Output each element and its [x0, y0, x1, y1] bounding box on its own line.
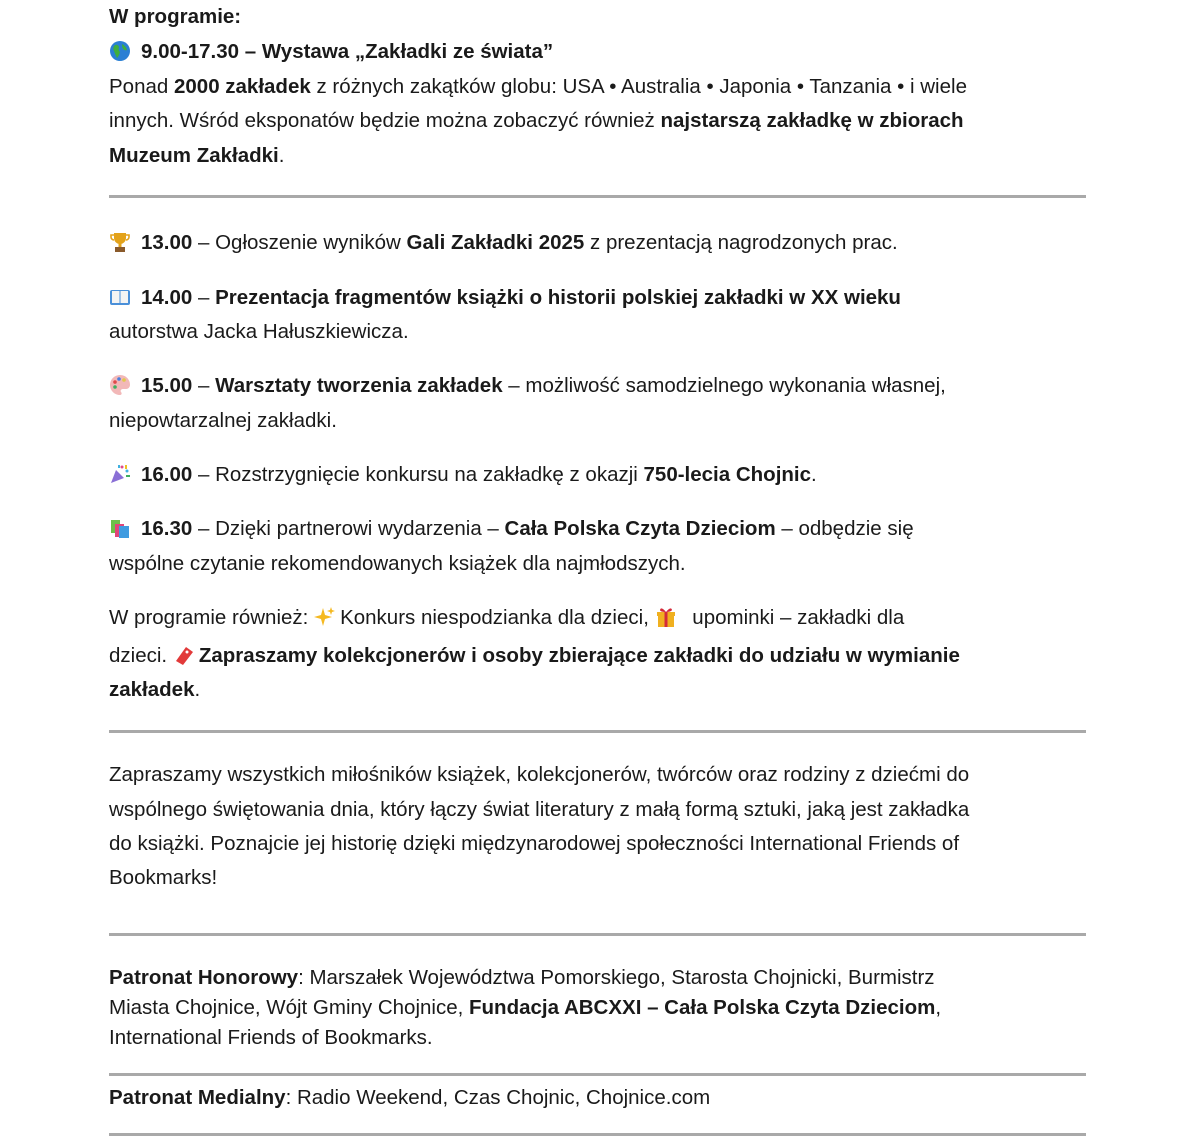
invitation-line: wspólnego świętowania dnia, który łączy świat literatury z małą formą sztuki, jaką jest zakładka — [109, 798, 970, 821]
exhibition-title: 9.00-17.30 – Wystawa „Zakładki ze świata” — [109, 35, 1099, 69]
honorary-patronage-line: Patronat Honorowy: Marszałek Województwa Pomorskiego, Starosta Chojnicki, Burmistrz — [109, 966, 935, 989]
event-item-continuation: wspólne czytanie rekomendowanych książek dla najmłodszych. — [109, 552, 686, 575]
also-program-line: dzieci. Zapraszamy kolekcjonerów i osoby zbierające zakładki do udziału w wymianie — [109, 644, 960, 667]
palette-icon — [109, 374, 131, 396]
event-item: 14.00 – Prezentacja fragmentów książki o historii polskiej zakładki w XX wieku — [109, 281, 1099, 315]
event-item: 16.00 – Rozstrzygnięcie konkursu na zakładkę z okazji 750-lecia Chojnic. — [109, 458, 1099, 492]
event-item-continuation: niepowtarzalnej zakładki. — [109, 409, 337, 432]
also-program-line: W programie również: Konkurs niespodzianka dla dzieci, upominki – zakładki dla — [109, 606, 905, 629]
event-item: 16.30 – Dzięki partnerowi wydarzenia – Cała Polska Czyta Dzieciom – odbędzie się — [109, 512, 1099, 546]
divider — [109, 195, 1086, 198]
divider — [109, 1133, 1086, 1136]
trophy-icon — [109, 231, 131, 253]
gift-icon — [655, 606, 677, 628]
books-icon — [109, 517, 131, 539]
divider — [109, 730, 1086, 733]
invitation-line: Zapraszamy wszystkich miłośników książek, kolekcjonerów, twórców oraz rodziny z dziećmi do — [109, 763, 970, 786]
honorary-patronage-line: Miasta Chojnice, Wójt Gminy Chojnice, Fundacja ABCXXI – Cała Polska Czyta Dzieciom, — [109, 996, 942, 1019]
divider — [109, 933, 1086, 936]
event-item: 15.00 – Warsztaty tworzenia zakładek – możliwość samodzielnego wykonania własnej, — [109, 369, 1099, 403]
program-heading: W programie: — [109, 5, 242, 28]
media-patronage-line: Patronat Medialny: Radio Weekend, Czas Chojnic, Chojnice.com — [109, 1086, 711, 1109]
open-book-icon — [109, 286, 131, 308]
event-item-continuation: autorstwa Jacka Hałuszkiewicza. — [109, 320, 409, 343]
sparkles-icon — [314, 606, 336, 628]
exhibition-desc-line: Ponad 2000 zakładek z różnych zakątków globu: USA • Australia • Japonia • Tanzania • i wiele — [109, 75, 967, 98]
globe-icon — [109, 40, 131, 62]
honorary-patronage-line: International Friends of Bookmarks. — [109, 1026, 433, 1049]
invitation-line: do książki. Poznajcie jej historię dzięki międzynarodowej społeczności International Friends of — [109, 832, 960, 855]
exhibition-desc-line: innych. Wśród eksponatów będzie można zobaczyć również najstarszą zakładkę w zbiorach — [109, 109, 964, 132]
divider — [109, 1073, 1086, 1076]
exhibition-desc-line: Muzeum Zakładki. — [109, 144, 285, 167]
party-popper-icon — [109, 463, 131, 485]
ticket-icon — [173, 644, 195, 666]
event-item: 13.00 – Ogłoszenie wyników Gali Zakładki 2025 z prezentacją nagrodzonych prac. — [109, 226, 1099, 260]
also-program-line: zakładek. — [109, 678, 201, 701]
invitation-line: Bookmarks! — [109, 866, 218, 889]
